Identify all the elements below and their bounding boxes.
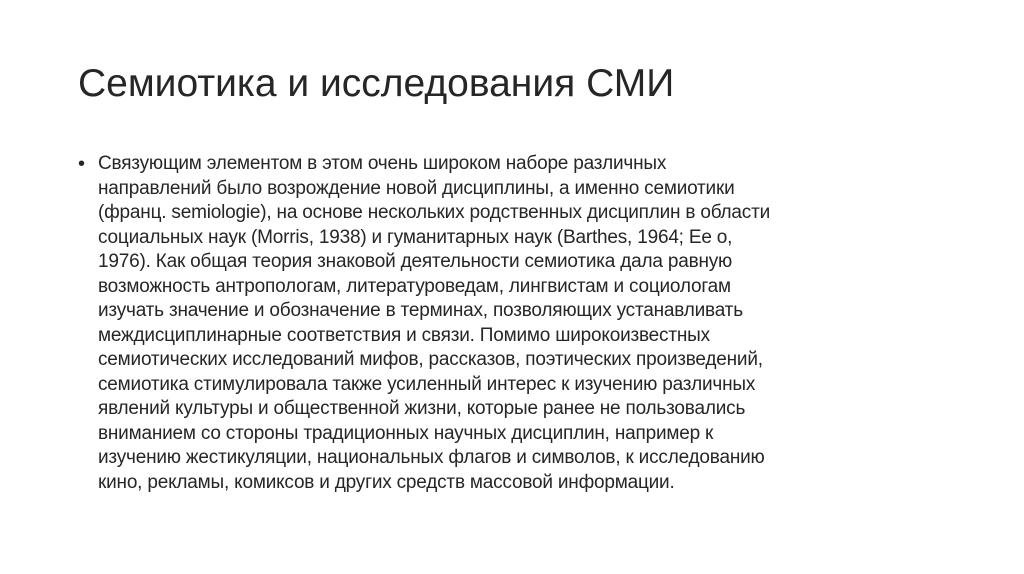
bullet-text-line: междисциплинарные соответствия и связи. Помимо широкоизвестных	[98, 324, 710, 346]
bullet-text	[98, 152, 968, 495]
bullet-text-line: кино, рекламы, комиксов и других средств массовой информации.	[98, 471, 675, 493]
bullet-list	[78, 152, 968, 495]
bullet-text-line: социальных наук (Morris, 1938) и гуманитарных наук (Barthes, 1964; Ee о,	[98, 226, 733, 248]
slide-title: Семиотика и исследования СМИ	[78, 62, 675, 105]
bullet-text-line: семиотических исследований мифов, рассказов, поэтических произведений,	[98, 349, 763, 370]
bullet-text-line: изучать значение и обозначение в терминах, позволяющих устанавливать	[98, 300, 743, 321]
bullet-text-line: явлений культуры и общественной жизни, которые ранее не пользовались	[98, 398, 746, 419]
bullet-text-line: 1976). Как общая теория знаковой деятельности семиотика дала равную	[98, 251, 733, 272]
bullet-item	[78, 152, 968, 495]
bullet-text-line: вниманием со стороны традиционных научных дисциплин, например к	[98, 422, 714, 444]
bullet-text-line: семиотика стимулировала также усиленный интерес к изучению различных	[98, 373, 756, 395]
bullet-marker-icon: •	[78, 153, 86, 175]
bullet-text-line: (франц. semiologie), на основе нескольких родственных дисциплин в области	[98, 202, 771, 223]
bullet-text-line: направлений было возрождение новой дисциплины, а именно семиотики	[98, 177, 735, 199]
bullet-text-line: изучению жестикуляции, национальных флагов и символов, к исследованию	[98, 447, 765, 468]
bullet-text-line: Связующим элементом в этом очень широком наборе различных	[98, 153, 667, 174]
bullet-text-line: возможность антропологам, литературоведам, лингвистам и социологам	[98, 275, 731, 297]
